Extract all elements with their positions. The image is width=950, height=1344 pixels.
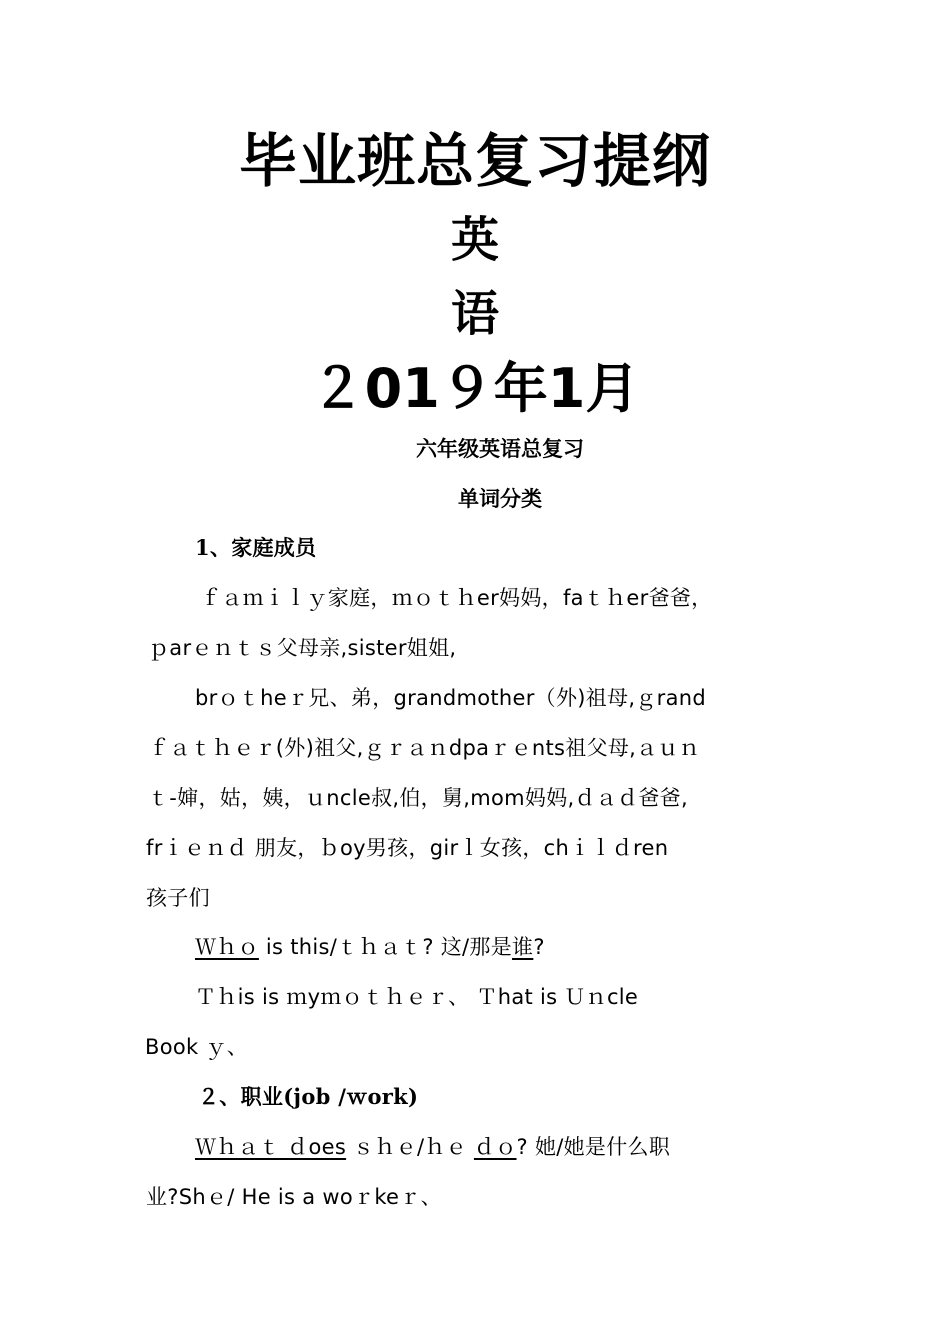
subtitle: 六年级英语总复习 <box>416 436 584 461</box>
text-line: brｏｔheｒ兄、弟，grandmother（外)祖母,ｇrand <box>195 686 706 710</box>
text-line: ｆａｍｉｌｙ家庭，ｍｏｔｈer妈妈，faｔｈer爸爸， <box>200 586 713 610</box>
document-title: 毕业班总复习提纲 <box>238 127 711 195</box>
answer-line: 业?Shｅ/ He is a woｒkeｒ、 <box>146 1185 442 1209</box>
text-line: ｔ-婶，姑，姨，ｕncle叔,伯，舅,mom妈妈,ｄａｄ爸爸, <box>148 786 688 810</box>
question-line-who: Ｗｈｏ is this/ｔｈａｔ? 这/那是谁? <box>195 935 545 959</box>
subject-char-english: 英 <box>450 212 499 268</box>
underlined-word: Ｗｈｏ <box>195 935 259 959</box>
underlined-word: Ｗｈａｔ ｄoes <box>195 1135 347 1159</box>
text-line: ｐarｅｎｔｓ父母亲,sister姐姐, <box>148 636 457 660</box>
document-date: ２01９年1月 <box>310 357 640 420</box>
question-line-what: Ｗｈａｔ ｄoes ｓｈｅ/ｈｅ ｄｏ? 她/她是什么职 <box>195 1135 671 1159</box>
section-title: 单词分类 <box>458 486 542 511</box>
answer-line: Ｔｈis is ｍyｍｏｔｈｅｒ、 Ｔhat is Ｕｎcle <box>195 985 639 1009</box>
underlined-word: 谁 <box>512 935 534 959</box>
text-line: frｉｅｎｄ 朋友，ｂoy男孩，girｌ女孩，chｉｌｄren <box>146 836 669 860</box>
text-line: ｆａｔｈｅｒ(外)祖父,ｇｒａｎdpaｒｅnts祖父母,ａｕｎ <box>148 736 701 760</box>
subject-char-language: 语 <box>450 286 499 342</box>
answer-line: Book ｙ、 <box>145 1035 249 1059</box>
section-2-heading: ２、职业(job /ｗork) <box>198 1084 419 1109</box>
section-1-heading: 1、家庭成员 <box>195 535 317 560</box>
text-line: 孩子们 <box>146 886 210 910</box>
underlined-word: ｄｏ <box>473 1135 517 1159</box>
